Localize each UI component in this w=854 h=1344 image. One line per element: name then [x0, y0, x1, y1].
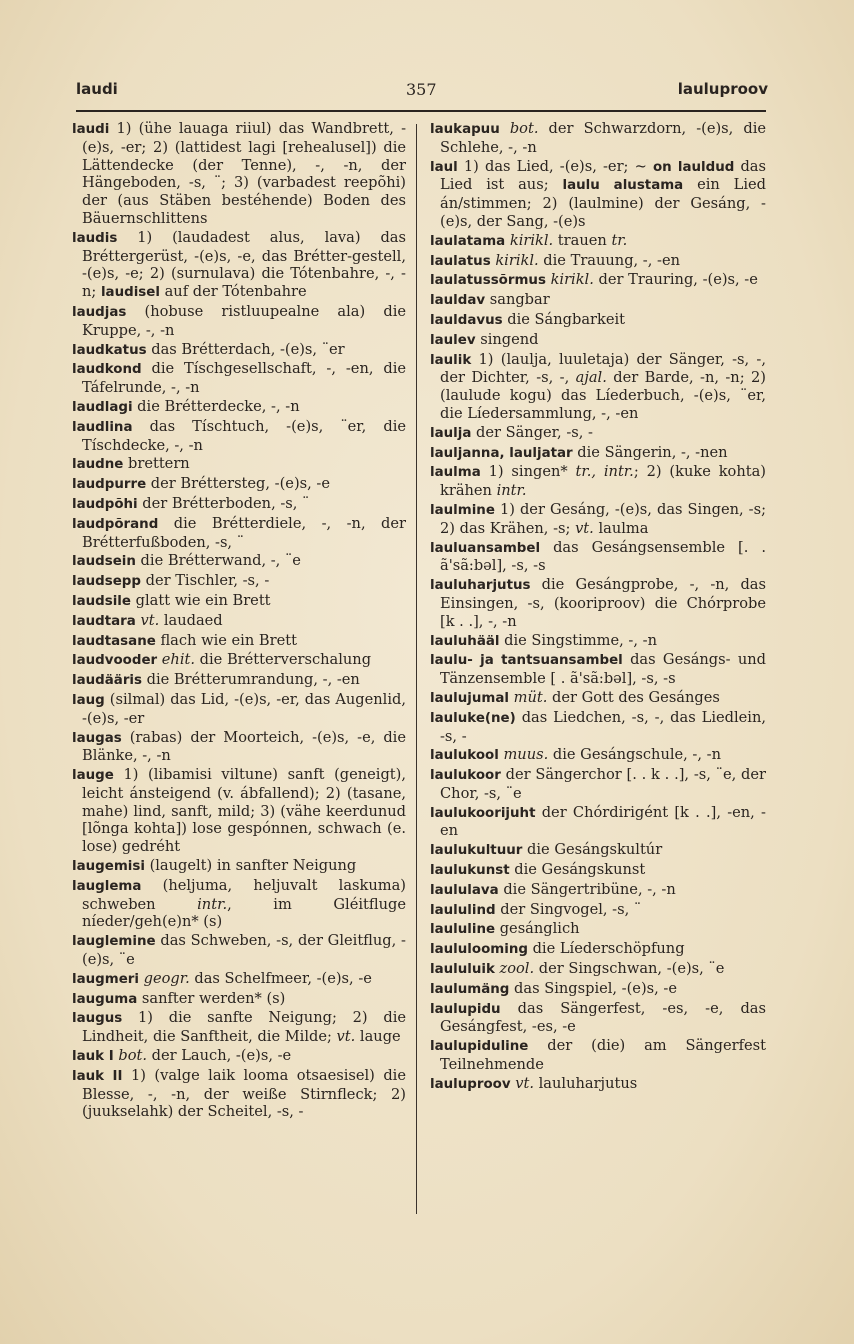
entry-label: tr., intr. — [575, 463, 634, 481]
dictionary-entry — [72, 691, 406, 728]
entry-text: das Gesángs- und Tänzensemble [ . ã'sã:bəl], -s, -s — [440, 651, 766, 688]
dictionary-entry — [430, 331, 766, 350]
entry-label: geogr. — [143, 969, 190, 987]
dictionary-entry — [72, 495, 406, 514]
entry-text: 1) (libamisi viltune) sanft (geneigt), leicht ánsteigend (v. ábfallend); 2) (tasane, mahe) lind, sanft, mild; 3) (vähe keerdunud [lõnga kohta]) lose gespónnen, schwach (e. lose) gedréht — [82, 766, 406, 856]
entry-text: 1) (ühe lauaga riiul) das Wandbrett, -(e)s, -er; 2) (lattidest lagi [rehealusel]) die Lättendecke (der Tenne), -, -n, der Hängeboden, -s, ¨; 3) (varbadest reepõhi) der (aus Stäben bestéhende) Boden des Bäuernschlittens — [82, 120, 406, 227]
entry-label: intr. — [197, 895, 228, 913]
dictionary-entry — [430, 901, 766, 920]
dictionary-entry — [430, 746, 766, 765]
entry-headword: laugus — [72, 1011, 123, 1027]
entry-headword: laululava — [430, 882, 499, 898]
header-right-guide-word: lauluproov — [677, 80, 768, 98]
entry-headword: lauk II — [72, 1068, 123, 1084]
dictionary-entry — [72, 932, 406, 969]
dictionary-entry — [430, 1075, 766, 1094]
entry-text: die Sángbarkeit — [502, 310, 626, 328]
entry-subheadword: laudisel — [100, 285, 160, 301]
dictionary-entry — [72, 729, 406, 766]
dictionary-entry — [430, 232, 766, 251]
entry-text: lauluharjutus — [534, 1074, 638, 1092]
dictionary-entry — [72, 120, 406, 228]
entry-text: (silmal) das Lid, -(e)s, -er, das Augenlid, -(e)s, -er — [82, 690, 406, 727]
entry-text: das Tíschtuch, -(e)s, ¨er, die Tíschdecke, -, -n — [82, 417, 406, 454]
dictionary-entry — [430, 463, 766, 500]
dictionary-entry — [430, 804, 766, 841]
dictionary-entry — [430, 291, 766, 310]
dictionary-entry — [72, 515, 406, 552]
entry-text: die Singstimme, -, -n — [499, 631, 657, 649]
dictionary-entry — [72, 877, 406, 931]
dictionary-entry — [72, 475, 406, 494]
entry-text: (heljuma, heljuvalt laskuma) schweben — [82, 876, 406, 913]
entry-text: die Brétterdiele, -, -n, der Brétterfußboden, -s, ¨ — [82, 514, 406, 551]
dictionary-entry — [72, 360, 406, 397]
entry-headword: laukapuu — [430, 122, 500, 137]
entry-headword: laudtara — [72, 613, 136, 629]
entry-headword: laululine — [430, 922, 496, 938]
left-column — [72, 120, 406, 1122]
entry-text: flach wie ein Brett — [155, 631, 297, 649]
dictionary-entry — [430, 920, 766, 939]
page-number: 357 — [406, 80, 437, 99]
dictionary-entry — [430, 576, 766, 630]
entry-headword: laulumäng — [430, 981, 510, 997]
entry-label: kirikl. — [550, 271, 594, 289]
dictionary-entry — [72, 632, 406, 651]
entry-text: das Lied ist aus; — [440, 157, 766, 194]
entry-label: muus. — [503, 746, 549, 764]
dictionary-entry — [72, 1009, 406, 1046]
entry-text: ; 2) (kuke kohta) krähen — [440, 463, 766, 500]
entry-headword: lauldav — [430, 293, 486, 309]
entry-headword: laudvooder — [72, 653, 158, 669]
dictionary-entry — [72, 229, 406, 302]
entry-headword: laugmeri — [72, 971, 139, 987]
dictionary-entry — [430, 881, 766, 900]
entry-headword: laudlagi — [72, 399, 133, 415]
entry-text: laudaed — [159, 611, 223, 629]
entry-text: trauen — [553, 231, 612, 249]
entry-headword: laugas — [72, 730, 122, 746]
dictionary-entry — [72, 455, 406, 474]
entry-text: , im Gléitfluge níeder/geh(e)n* (s) — [82, 895, 406, 931]
page-header — [76, 80, 768, 108]
right-column — [430, 120, 766, 1095]
entry-text: der Bréttersteg, -(e)s, -e — [146, 475, 330, 493]
entry-text: die Brétterverschalung — [195, 651, 372, 669]
entry-text: das Schelfmeer, -(e)s, -e — [189, 969, 372, 987]
entry-text: die Gesángskultúr — [522, 841, 663, 859]
dictionary-entry — [430, 766, 766, 803]
entry-label: kirikl. — [509, 231, 554, 249]
header-left-guide-word: laudi — [76, 80, 118, 98]
entry-text: die Tíschgesellschaft, -, -en, die Táfelrunde, -, -n — [82, 360, 406, 397]
dictionary-entry — [430, 841, 766, 860]
entry-text: gesánglich — [495, 920, 580, 938]
dictionary-entry — [430, 1037, 766, 1074]
dictionary-entry — [430, 252, 766, 271]
entry-text: 1) (laudadest alus, lava) das Bréttergerüst, -(e)s, -e, das Brétter-gestell, -(e)s, -e; 2) (surnulava) die Tótenbahre, -, -n; — [82, 228, 406, 301]
entry-headword: lauk I — [72, 1049, 114, 1065]
entry-headword: laudpurre — [72, 477, 147, 493]
dictionary-entry — [430, 980, 766, 999]
entry-headword: lauluansambel — [430, 540, 541, 556]
entry-text: lauge — [355, 1028, 401, 1046]
entry-text: der (die) am Sängerfest Teilnehmende — [440, 1037, 766, 1074]
dictionary-entry — [430, 351, 766, 423]
entry-text: der Lauch, -(e)s, -e — [147, 1047, 292, 1065]
entry-text: die Gesángprobe, -, -n, das Einsingen, -s, (kooriproov) die Chórprobe [k . .], -, -n — [440, 576, 766, 630]
entry-text: die Líederschöpfung — [527, 940, 685, 958]
dictionary-entry — [72, 572, 406, 591]
dictionary-entry — [72, 398, 406, 417]
entry-headword: lauldavus — [430, 312, 503, 328]
entry-text: das Schweben, -s, der Gleitflug, -(e)s, ¨e — [82, 932, 406, 969]
entry-headword: laululooming — [430, 942, 528, 958]
entry-text: das Sängerfest, -es, -e, das Gesángfest, -es, -e — [440, 999, 766, 1036]
entry-headword: laulatussõrmus — [430, 273, 546, 289]
entry-text: der Singvogel, -s, ¨ — [495, 900, 642, 918]
entry-headword: laudjas — [72, 304, 127, 320]
entry-headword: laudne — [72, 457, 124, 473]
dictionary-entry — [430, 158, 766, 231]
entry-headword: laululuik — [430, 962, 495, 978]
entry-headword: lauluproov — [430, 1076, 511, 1092]
entry-text: der Barde, -n, -n; 2) (laulude kogu) das Líederbuch, -(e)s, ¨er, die Líedersammlung, -, -en — [440, 369, 766, 422]
entry-text: laulma — [593, 519, 649, 537]
entry-label: ehit. — [161, 651, 196, 669]
dictionary-entry — [430, 501, 766, 538]
entry-headword: lauluke(ne) — [430, 710, 516, 726]
entry-headword: lauglemine — [72, 934, 156, 950]
dictionary-entry — [72, 671, 406, 690]
entry-headword: lauge — [72, 768, 114, 784]
entry-headword: laulukultuur — [430, 843, 523, 859]
entry-label: bot. — [118, 1047, 147, 1065]
dictionary-entry — [72, 1047, 406, 1066]
entry-headword: laulukoorijuht — [430, 805, 536, 821]
entry-text: die Trauung, -, -en — [538, 251, 680, 269]
entry-headword: laulujumal — [430, 690, 509, 706]
entry-text: singend — [475, 330, 539, 348]
entry-text: sanfter werden* (s) — [137, 989, 286, 1007]
entry-text: der Tischler, -s, - — [140, 572, 270, 590]
entry-headword: laul — [430, 159, 458, 175]
entry-subheadword: on lauldud — [652, 159, 735, 175]
dictionary-entry — [430, 271, 766, 290]
entry-headword: lauluharjutus — [430, 578, 531, 594]
entry-headword: laudsein — [72, 554, 136, 570]
entry-text: der Brétterboden, -s, ¨ — [137, 494, 310, 512]
entry-text: die Sängerin, -, -nen — [572, 443, 728, 461]
entry-headword: laug — [72, 692, 105, 708]
entry-headword: laulik — [430, 352, 472, 368]
entry-text: die Brétterumrandung, -, -en — [141, 671, 360, 689]
entry-label: vt. — [515, 1074, 534, 1092]
entry-text: die Gesángskunst — [509, 861, 646, 879]
dictionary-entry — [430, 539, 766, 576]
dictionary-entry — [72, 766, 406, 856]
dictionary-entry — [430, 120, 766, 157]
entry-headword: laudtasane — [72, 633, 156, 649]
dictionary-entry — [72, 1067, 406, 1121]
dictionary-entry — [430, 311, 766, 330]
entry-label: intr. — [496, 482, 527, 500]
entry-headword: laudis — [72, 230, 118, 246]
entry-headword: laudsile — [72, 593, 131, 609]
dictionary-entry — [430, 861, 766, 880]
entry-text — [500, 120, 510, 137]
entry-text: das Singspiel, -(e)s, -e — [509, 979, 677, 997]
entry-label: vt. — [140, 611, 160, 629]
entry-text: das Gesángsensemble [. . ã'sã:bəl], -s, -s — [440, 538, 766, 575]
entry-headword: laulukoor — [430, 768, 501, 784]
dictionary-entry — [72, 857, 406, 876]
entry-subheadword: laulu alustama — [562, 178, 684, 194]
dictionary-entry — [430, 960, 766, 979]
entry-headword: laudkatus — [72, 342, 147, 358]
entry-headword: laudääris — [72, 673, 142, 689]
dictionary-entry — [430, 689, 766, 708]
entry-headword: laulupiduline — [430, 1039, 529, 1055]
entry-text: die Sängertribüne, -, -n — [498, 880, 676, 898]
entry-headword: laugemisi — [72, 859, 145, 875]
dictionary-entry — [72, 990, 406, 1009]
entry-text: sangbar — [485, 291, 550, 309]
entry-label: zool. — [499, 960, 535, 978]
entry-label: vt. — [575, 519, 594, 537]
entry-text: der Schwarzdorn, -(e)s, die Schlehe, -, -n — [440, 120, 767, 156]
entry-headword: lauljanna, lauljatar — [430, 445, 573, 461]
entry-label: vt. — [336, 1028, 356, 1046]
dictionary-entry — [430, 444, 766, 463]
entry-text: 1) singen* — [480, 463, 576, 481]
entry-label: bot. — [509, 120, 539, 137]
entry-text: 1) der Gesáng, -(e)s, das Singen, -s; 2) das Krähen, -s; — [440, 500, 766, 537]
entry-headword: lauluhääl — [430, 633, 500, 649]
entry-headword: laululind — [430, 902, 496, 918]
entry-headword: laulev — [430, 332, 476, 348]
dictionary-entry — [430, 940, 766, 959]
entry-headword: laudsepp — [72, 574, 141, 590]
entry-headword: laulja — [430, 425, 472, 441]
dictionary-entry — [72, 303, 406, 340]
dictionary-entry — [72, 612, 406, 631]
dictionary-entry — [72, 341, 406, 360]
entry-text: (laugelt) in sanfter Neigung — [144, 857, 357, 875]
entry-headword: laudlina — [72, 419, 133, 435]
entry-text: die Brétterdecke, -, -n — [132, 397, 300, 415]
entry-text: 1) das Lied, -(e)s, -er; ~ — [457, 157, 653, 175]
entry-text: das Liedchen, -s, -, das Liedlein, -s, - — [440, 708, 766, 745]
entry-text: (hobuse ristluupealne ala) die Kruppe, -, -n — [82, 302, 406, 339]
header-rule — [76, 110, 766, 112]
entry-text: der Sängerchor [. . k . .], -s, ¨e, der Chor, -s, ¨e — [440, 766, 766, 802]
entry-headword: laudpõhi — [72, 496, 138, 512]
dictionary-entry — [430, 424, 766, 443]
dictionary-entry — [72, 970, 406, 989]
entry-headword: laudi — [72, 122, 110, 137]
entry-text: der Chórdirigént [k . .], -en, -en — [440, 803, 766, 840]
entry-headword: laulatus — [430, 253, 491, 269]
dictionary-entry — [72, 592, 406, 611]
entry-text: der Gott des Gesánges — [547, 688, 720, 706]
entry-text: ein Lied án/stimmen; 2) (laulmine) der Gesáng, -(e)s, der Sang, -(e)s — [440, 176, 767, 230]
entry-headword: laulukool — [430, 748, 499, 764]
dictionary-entry — [72, 651, 406, 670]
entry-text: der Sänger, -s, - — [471, 423, 593, 441]
entry-text: 1) (valge laik looma otsaesisel) die Blesse, -, -n, der weiße Stirnfleck; 2) (juukselahk) der Scheitel, -s, - — [82, 1066, 406, 1121]
entry-text: (rabas) der Moorteich, -(e)s, -e, die Blänke, -, -n — [82, 728, 406, 765]
dictionary-entry — [430, 1000, 766, 1037]
entry-headword: laulatama — [430, 233, 506, 249]
entry-headword: lauguma — [72, 991, 138, 1007]
dictionary-entry — [430, 651, 766, 688]
entry-label: müt. — [513, 688, 548, 706]
column-divider — [416, 124, 417, 1214]
entry-text: der Singschwan, -(e)s, ¨e — [534, 960, 725, 978]
dictionary-entry — [430, 709, 766, 746]
entry-text: auf der Tótenbahre — [159, 283, 307, 301]
entry-text: 1) die sanfte Neigung; 2) die Lindheit, die Sanftheit, die Milde; — [82, 1009, 406, 1046]
entry-headword: laulukunst — [430, 863, 510, 879]
entry-text: die Brétterwand, -, ¨e — [135, 552, 301, 570]
entry-text: der Trauring, -(e)s, -e — [593, 271, 758, 289]
entry-text: glatt wie ein Brett — [130, 591, 271, 609]
entry-text: brettern — [123, 455, 190, 473]
dictionary-entry — [72, 418, 406, 455]
entry-headword: laulupidu — [430, 1001, 501, 1017]
entry-text: das Brétterdach, -(e)s, ¨er — [146, 340, 345, 358]
entry-headword: laulmine — [430, 502, 495, 518]
entry-headword: laulu- ja tantsuansambel — [430, 653, 623, 669]
dictionary-entry — [72, 552, 406, 571]
entry-headword: laulma — [430, 465, 481, 481]
entry-text: 1) (laulja, luuletaja) der Sänger, -s, -, der Dichter, -s, -, — [440, 350, 766, 387]
entry-label: tr. — [611, 231, 628, 249]
dictionary-entry — [430, 632, 766, 651]
entry-text: die Gesángschule, -, -n — [548, 746, 721, 764]
entry-headword: lauglema — [72, 878, 142, 894]
entry-label: kirikl. — [495, 251, 539, 269]
entry-headword: laudpõrand — [72, 516, 159, 532]
entry-headword: laudkond — [72, 362, 142, 378]
entry-label: ajal. — [575, 369, 607, 387]
